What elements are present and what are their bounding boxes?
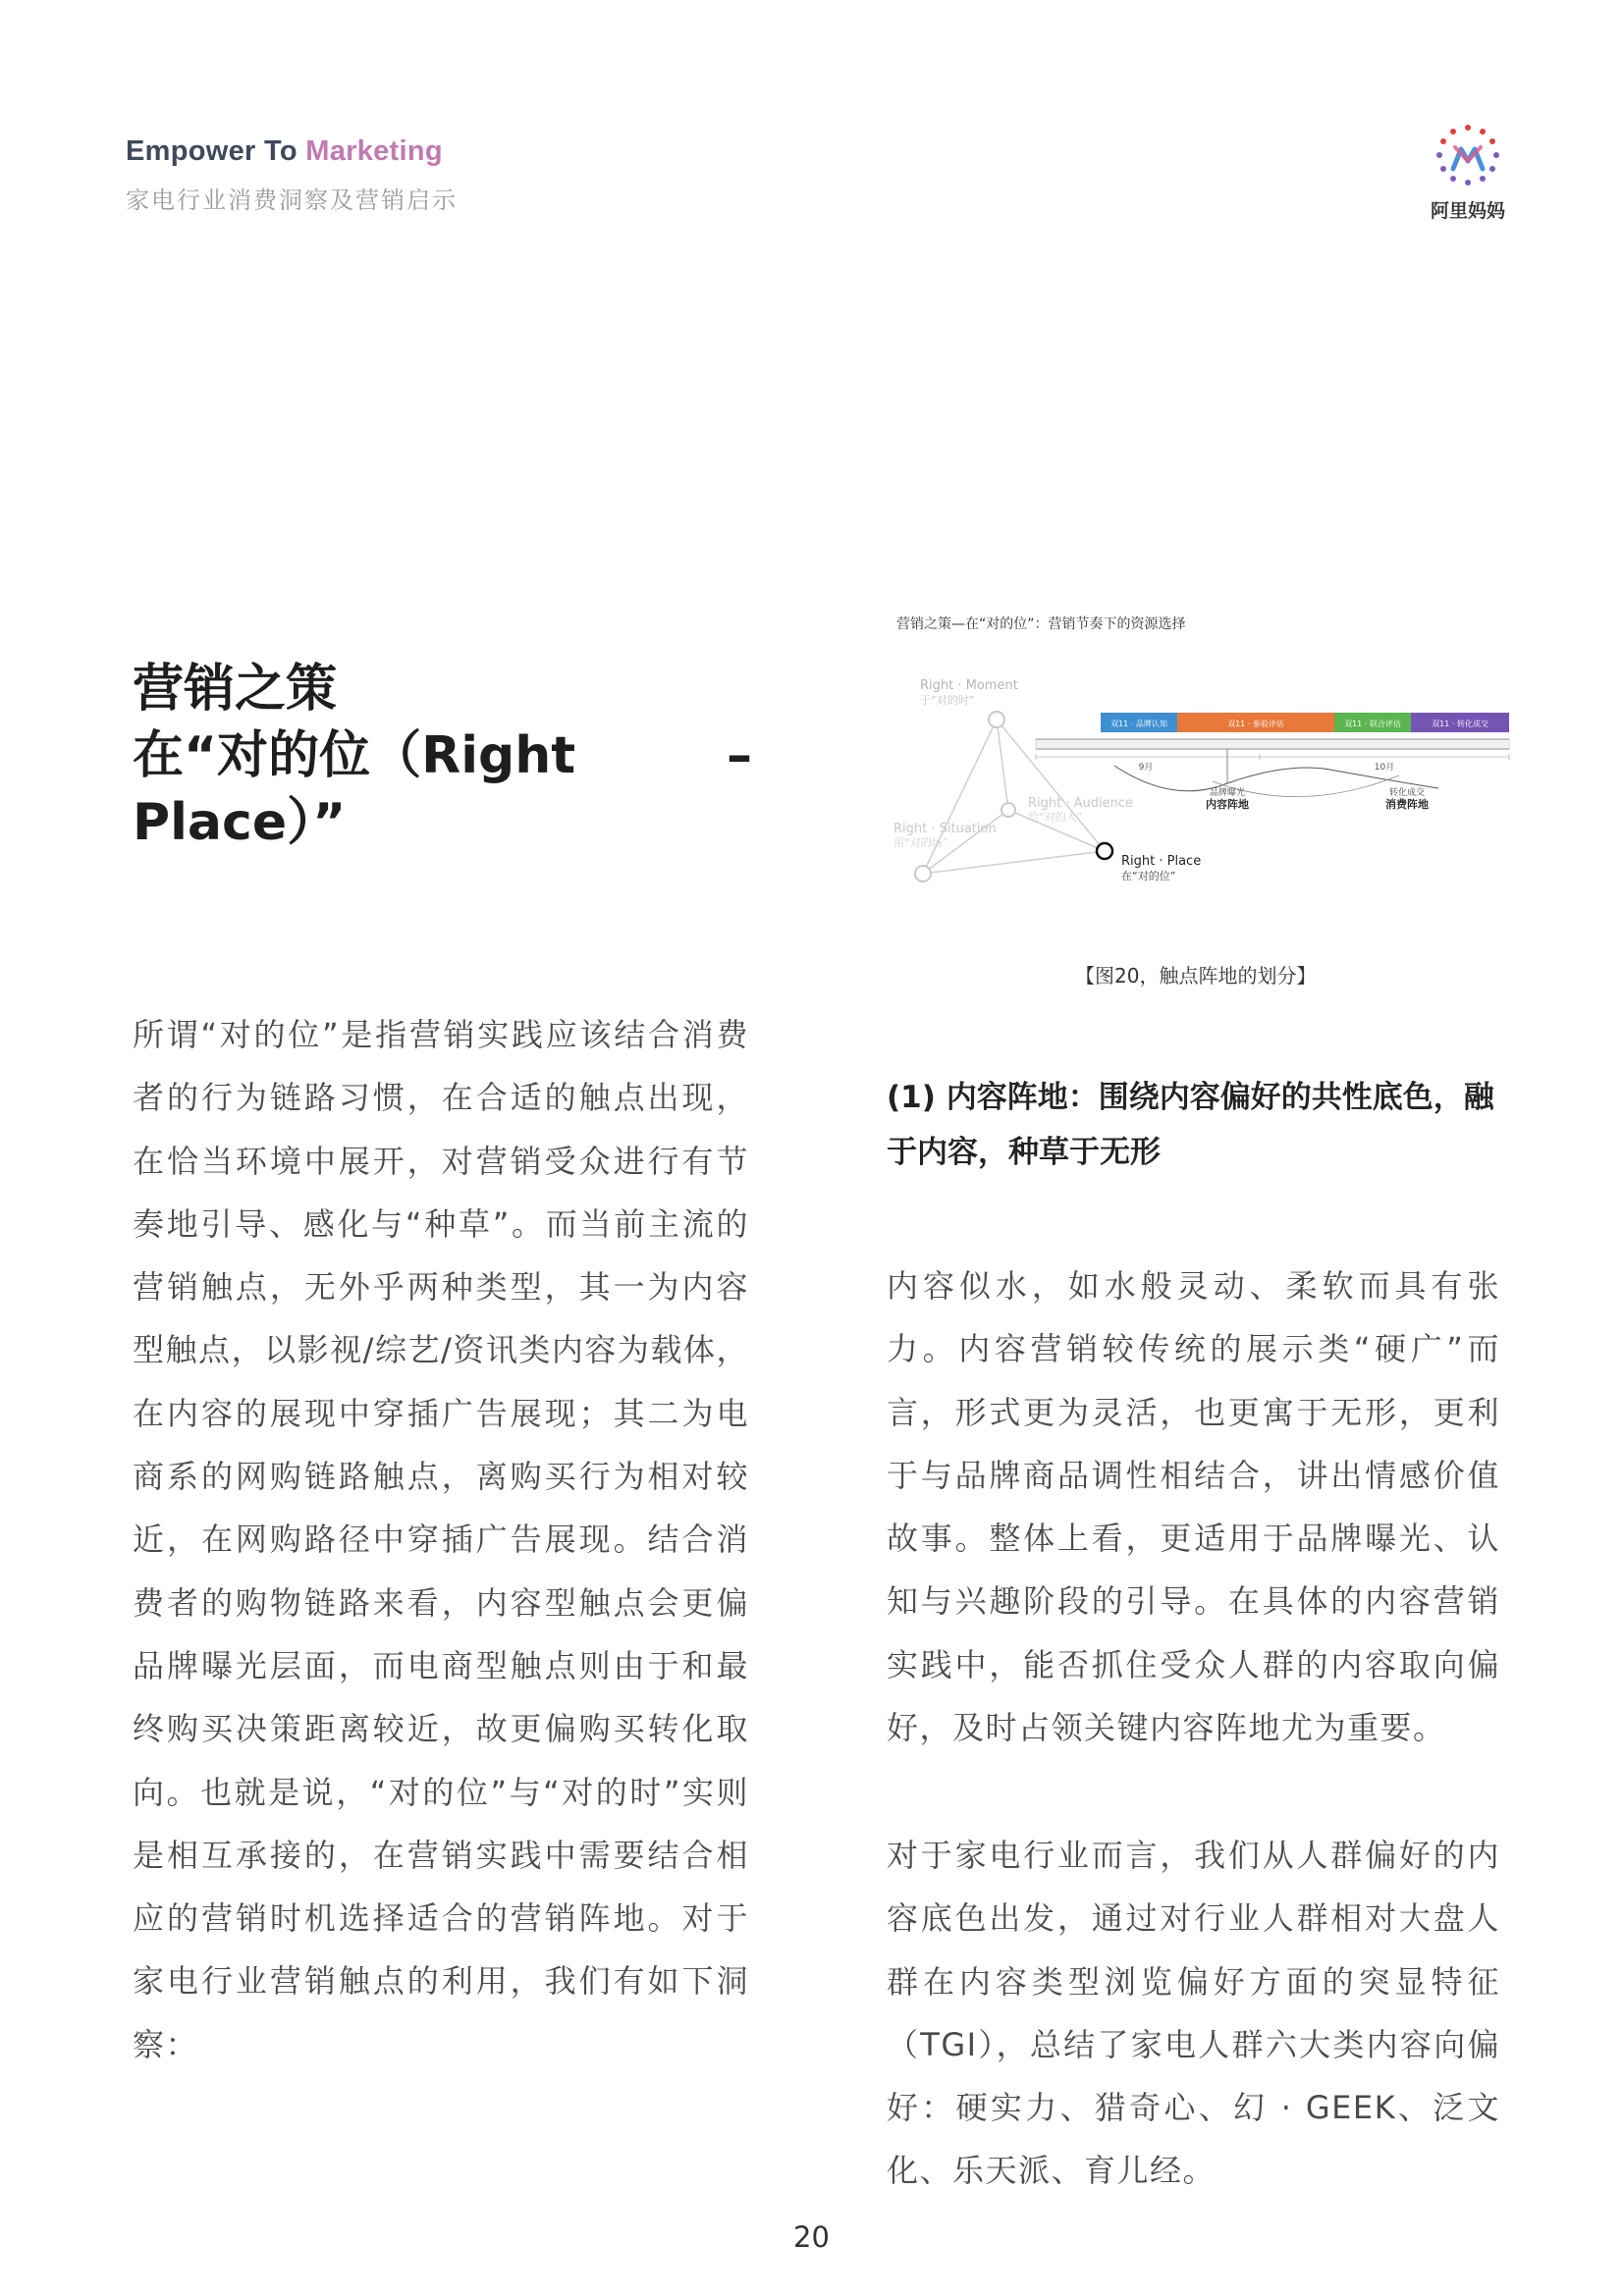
body-paragraph-right-1: 内容似水，如水般灵动、柔软而具有张力。内容营销较传统的展示类“硬广”而言，形式更为灵活，也更寓于无形，更利于与品牌商品调性相结合，讲出情感价值故事。整体上看，更适用于品牌曝光、认知与兴趣阶段的引导。在具体的内容营销实践中，能否抓住受众人群的内容取向偏好，及时占领关键内容阵地尤为重要。 — [887, 1267, 1500, 1747]
figure-title: 营销之策—在“对的位”：营销节奏下的资源选择 — [896, 616, 1186, 632]
figure-caption: 【图20，触点阵地的划分】 — [1075, 964, 1317, 988]
page-number: 20 — [793, 2220, 830, 2254]
body-paragraph-right-2: 对于家电行业而言，我们从人群偏好的内容底色出发，通过对行业人群相对大盘人群在内容类型浏览偏好方面的突显特征（TGI），总结了家电人群六大类内容向偏好：硬实力、猎奇心、幻 · GEEK、泛文化、乐天派、育儿经。 — [887, 1837, 1500, 2190]
header-title: Empower To Marketing — [126, 135, 443, 167]
stage-label-3: 双11 · 联合评估 — [1344, 720, 1401, 728]
situation-node — [915, 866, 931, 881]
touchpoint-figure — [889, 609, 1517, 903]
month-label-sep: 9月 — [1138, 763, 1154, 773]
sub-heading: (1) 内容阵地：围绕内容偏好的共性底色，融于内容，种草于无形 — [887, 1080, 1494, 1170]
heading-line-2: 在“对的位（Right – — [133, 726, 752, 785]
stage-label-4: 双11 · 转化成交 — [1432, 720, 1488, 728]
place-node — [1097, 843, 1112, 859]
month-label-oct: 10月 — [1374, 763, 1395, 773]
conversion-label: 转化成交 — [1388, 788, 1426, 798]
moment-sublabel: 于“对的时” — [920, 694, 975, 707]
logo-text: 阿里妈妈 — [1430, 200, 1505, 222]
alimama-logo-icon — [1424, 118, 1512, 196]
heading-line-3: Place）” — [133, 793, 347, 852]
brand-exposure-label: 品牌曝光 — [1209, 788, 1246, 798]
situation-label: Right · Situation — [893, 822, 997, 836]
situation-sublabel: 用“对的场” — [893, 836, 948, 849]
place-sublabel: 在“对的位” — [1121, 870, 1176, 882]
stage-label-1: 双11 · 品牌认知 — [1110, 720, 1167, 728]
content-field-label: 内容阵地 — [1206, 798, 1249, 811]
moment-label: Right · Moment — [920, 678, 1018, 693]
heading-line-1: 营销之策 — [133, 660, 338, 719]
consumer-field-label: 消费阵地 — [1385, 798, 1429, 811]
header-subtitle: 家电行业消费洞察及营销启示 — [126, 187, 458, 214]
place-label: Right · Place — [1121, 854, 1202, 869]
stage-label-2: 双11 · 参验评估 — [1227, 720, 1284, 728]
body-paragraph-left: 所谓“对的位”是指营销实践应该结合消费者的行为链路习惯，在合适的触点出现，在恰当环境中展开，对营销受众进行有节奏地引导、感化与“种草”。而当前主流的营销触点，无外乎两种类型，其一为内容型触点，以影视/综艺/资讯类内容为载体，在内容的展现中穿插广告展现；其二为电商系的网购链路触点，离购买行为相对较近，在网购路径中穿插广告展现。结合消费者的购物链路来看，内容型触点会更偏品牌曝光层面，而电商型触点则由于和最终购买决策距离较近，故更偏购买转化取向。也就是说，“对的位”与“对的时”实则是相互承接的，在营销实践中需要结合相应的营销时机选择适合的营销阵地。对于家电行业营销触点的利用，我们有如下洞察： — [133, 1016, 749, 2063]
moment-node — [989, 712, 1004, 727]
section-heading — [133, 656, 756, 856]
alimama-logo — [1424, 118, 1512, 226]
audience-sublabel: 给“对的人” — [1028, 811, 1083, 824]
timeline-bar — [1036, 739, 1509, 749]
audience-node — [1001, 803, 1015, 817]
audience-label: Right · Audience — [1028, 796, 1134, 811]
